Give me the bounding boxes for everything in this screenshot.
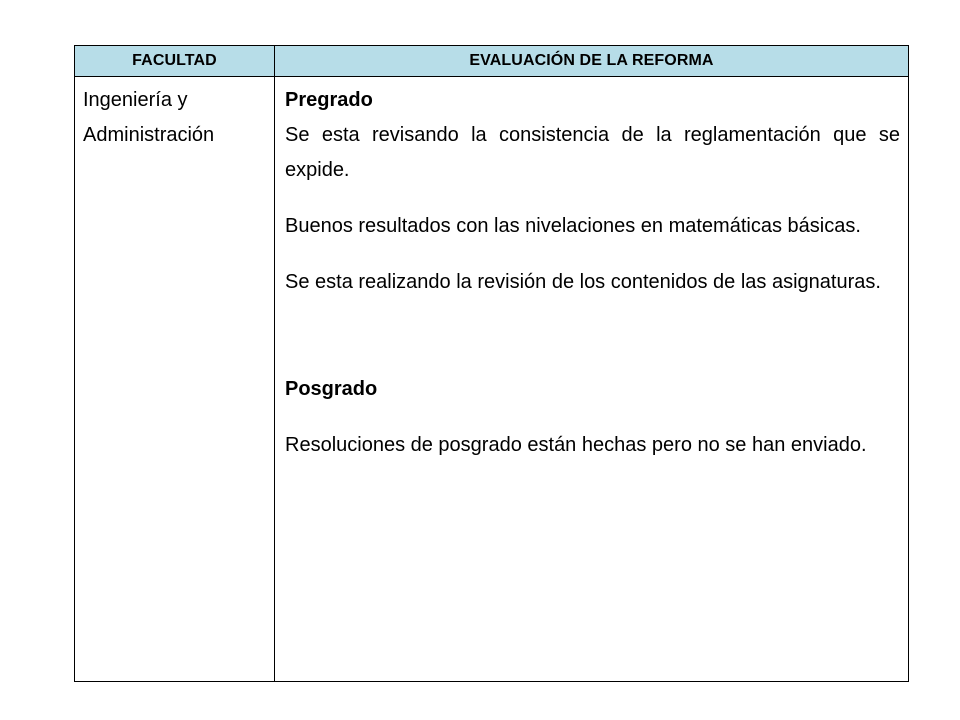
facultad-cell [75, 77, 275, 682]
pregrado-item-1: Se esta revisando la consistencia de la reglamentación que se expide. [285, 124, 900, 181]
spacer [285, 188, 900, 209]
header-facultad: FACULTAD [75, 46, 275, 77]
posgrado-item-1: Resoluciones de posgrado están hechas pero no se han enviado. [285, 434, 867, 456]
reform-table-container [74, 45, 908, 682]
evaluacion-cell [275, 77, 909, 682]
spacer [285, 244, 900, 265]
header-row [75, 46, 909, 77]
reform-evaluation-table [74, 45, 909, 682]
header-evaluacion: EVALUACIÓN DE LA REFORMA [275, 46, 909, 77]
posgrado-heading: Posgrado [285, 378, 378, 400]
spacer [285, 407, 900, 428]
spacer [285, 300, 900, 372]
table-row [75, 77, 909, 682]
pregrado-item-2: Buenos resultados con las nivelaciones en matemáticas básicas. [285, 215, 861, 237]
pregrado-heading: Pregrado [285, 89, 373, 111]
facultad-name: Ingeniería y Administración [83, 89, 215, 146]
pregrado-item-3: Se esta realizando la revisión de los contenidos de las asignaturas. [285, 271, 881, 293]
